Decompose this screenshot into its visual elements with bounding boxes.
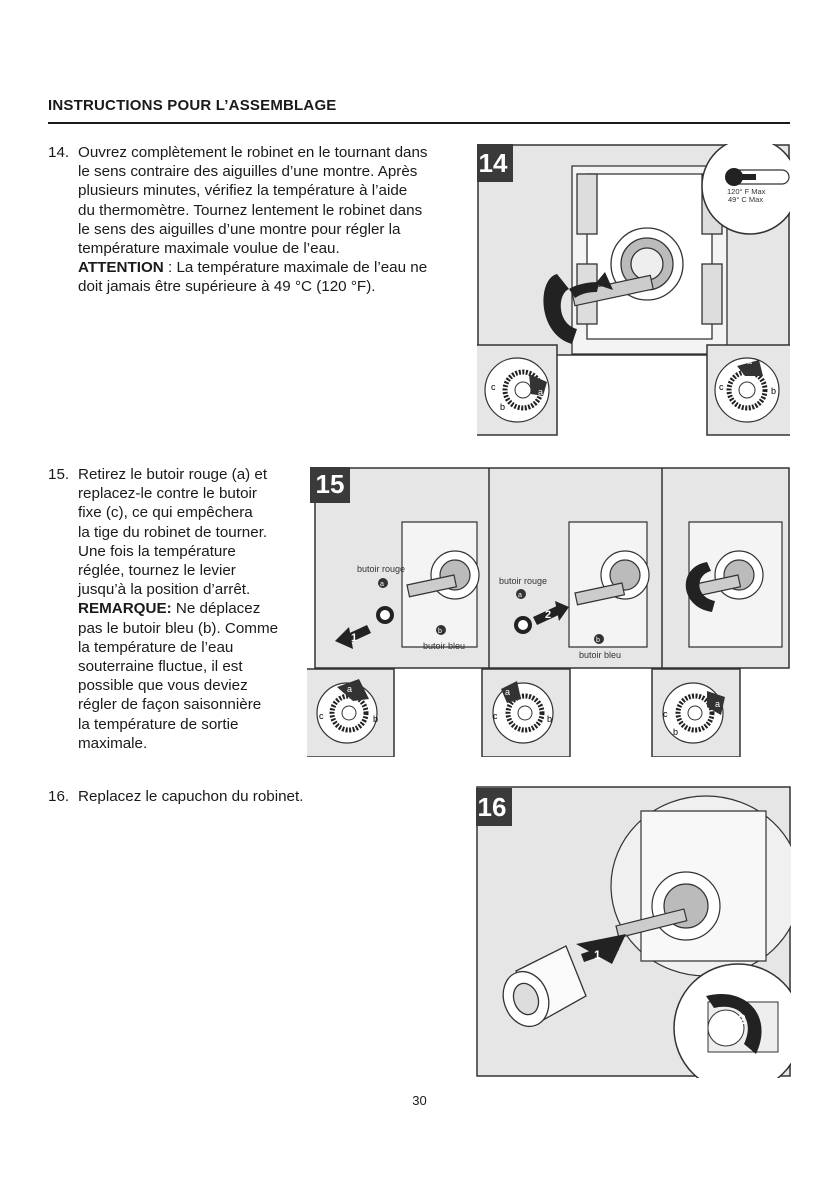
- stop-detail-right: [707, 345, 790, 435]
- text-line: fixe (c), ce qui empêchera: [78, 504, 253, 522]
- callout-a: a: [538, 387, 544, 397]
- callout-c: c: [491, 382, 496, 392]
- callout-a: a: [518, 592, 522, 599]
- text-line: plusieurs minutes, vérifiez la température à l’aide: [78, 182, 408, 200]
- label-blue-stop: butoir bleu: [423, 641, 466, 651]
- callout-b: b: [373, 714, 379, 724]
- text-line: Retirez le butoir rouge (a) et: [78, 466, 268, 483]
- section-title: INSTRUCTIONS POUR L’ASSEMBLAGE: [48, 97, 337, 114]
- text-line: possible que vous deviez: [78, 677, 248, 695]
- figure-15-drawing: [307, 467, 791, 757]
- attention-text: : La température maximale de l’eau ne: [163, 259, 428, 277]
- step-number: 16.: [48, 788, 70, 805]
- text-line: Une fois la température: [78, 542, 236, 560]
- text-line: Ouvrez complètement le robinet en le tournant dans: [78, 144, 428, 161]
- callout-a: a: [747, 356, 753, 366]
- step-14-text: [78, 143, 428, 297]
- text-line: pas le butoir bleu (b). Comme: [78, 619, 279, 637]
- callout-c: c: [319, 711, 324, 721]
- valve-body: [611, 796, 791, 976]
- page-number: 30: [412, 1093, 427, 1108]
- text-line: la température de l’eau: [78, 638, 234, 656]
- label-red-stop: butoir rouge: [499, 576, 548, 586]
- figure-badge: 16: [476, 788, 512, 826]
- arrow-1-label: 1: [351, 632, 358, 644]
- stop-detail-2: [482, 669, 570, 757]
- note-label: REMARQUE:: [78, 600, 172, 618]
- figure-badge: 15: [310, 467, 350, 503]
- callout-b: b: [673, 727, 679, 737]
- attention-line: [78, 258, 428, 277]
- stop-detail-3: [652, 669, 740, 757]
- arrow-2-label: 2: [738, 1011, 746, 1027]
- text-line: réglée, tournez le levier: [78, 562, 236, 580]
- text-line: régler de façon saisonnière: [78, 696, 262, 714]
- text-line: Replacez le capuchon du robinet.: [78, 788, 304, 805]
- callout-c: c: [663, 709, 668, 719]
- arrow-2-label: 2: [545, 609, 552, 621]
- callout-b: b: [596, 637, 600, 644]
- thermo-c-label: 49° C Max: [728, 195, 764, 204]
- step-number: 14.: [48, 144, 70, 161]
- attention-label: ATTENTION: [78, 259, 164, 277]
- text-line: replacez-le contre le butoir: [78, 485, 257, 503]
- step-15-text: [78, 465, 278, 753]
- text-line: température maximale voulue de l’eau.: [78, 240, 340, 258]
- callout-a: a: [380, 581, 384, 588]
- figure-14: [477, 144, 790, 436]
- text-line: doit jamais être supérieure à 49 °C (120 °F).: [78, 278, 376, 296]
- note-line: [78, 599, 278, 618]
- callout-b: b: [771, 386, 777, 396]
- label-red-stop: butoir rouge: [357, 564, 406, 574]
- header-rule: [48, 122, 790, 124]
- callout-a: a: [715, 699, 721, 709]
- note-text: Ne déplacez: [171, 600, 261, 618]
- step-number: 15.: [48, 466, 70, 483]
- callout-a: a: [347, 684, 353, 694]
- figure-16: [476, 786, 791, 1078]
- text-line: du thermomètre. Tournez lentement le robinet dans: [78, 201, 423, 219]
- step-16-text: [78, 787, 303, 806]
- stop-detail-left: [477, 345, 557, 435]
- callout-b: b: [438, 628, 442, 635]
- callout-b: b: [500, 402, 506, 412]
- text-line: souterraine fluctue, il est: [78, 658, 243, 676]
- text-line: maximale.: [78, 734, 148, 752]
- callout-a: a: [505, 687, 511, 697]
- callout-c: c: [719, 382, 724, 392]
- text-line: la tige du robinet de tourner.: [78, 523, 268, 541]
- text-line: la température de sortie: [78, 715, 239, 733]
- callout-c: c: [493, 711, 498, 721]
- callout-b: b: [547, 714, 553, 724]
- stop-detail-1: [307, 669, 394, 757]
- figure-16-drawing: [476, 786, 791, 1078]
- thermo-f-label: 120° F Max: [727, 187, 766, 196]
- text-line: le sens contraire des aiguilles d’une montre. Après: [78, 163, 418, 181]
- text-line: le sens des aiguilles d’une montre pour régler la: [78, 220, 401, 238]
- arrow-1-label: 1: [594, 948, 601, 962]
- figure-15: [307, 467, 791, 757]
- panel-15-b: [569, 522, 649, 647]
- figure-14-drawing: [477, 144, 790, 436]
- figure-badge: 14: [477, 144, 513, 182]
- text-line: jusqu’à la position d’arrêt.: [78, 581, 251, 599]
- label-blue-stop: butoir bleu: [579, 650, 622, 660]
- panel-15-c: [689, 522, 782, 647]
